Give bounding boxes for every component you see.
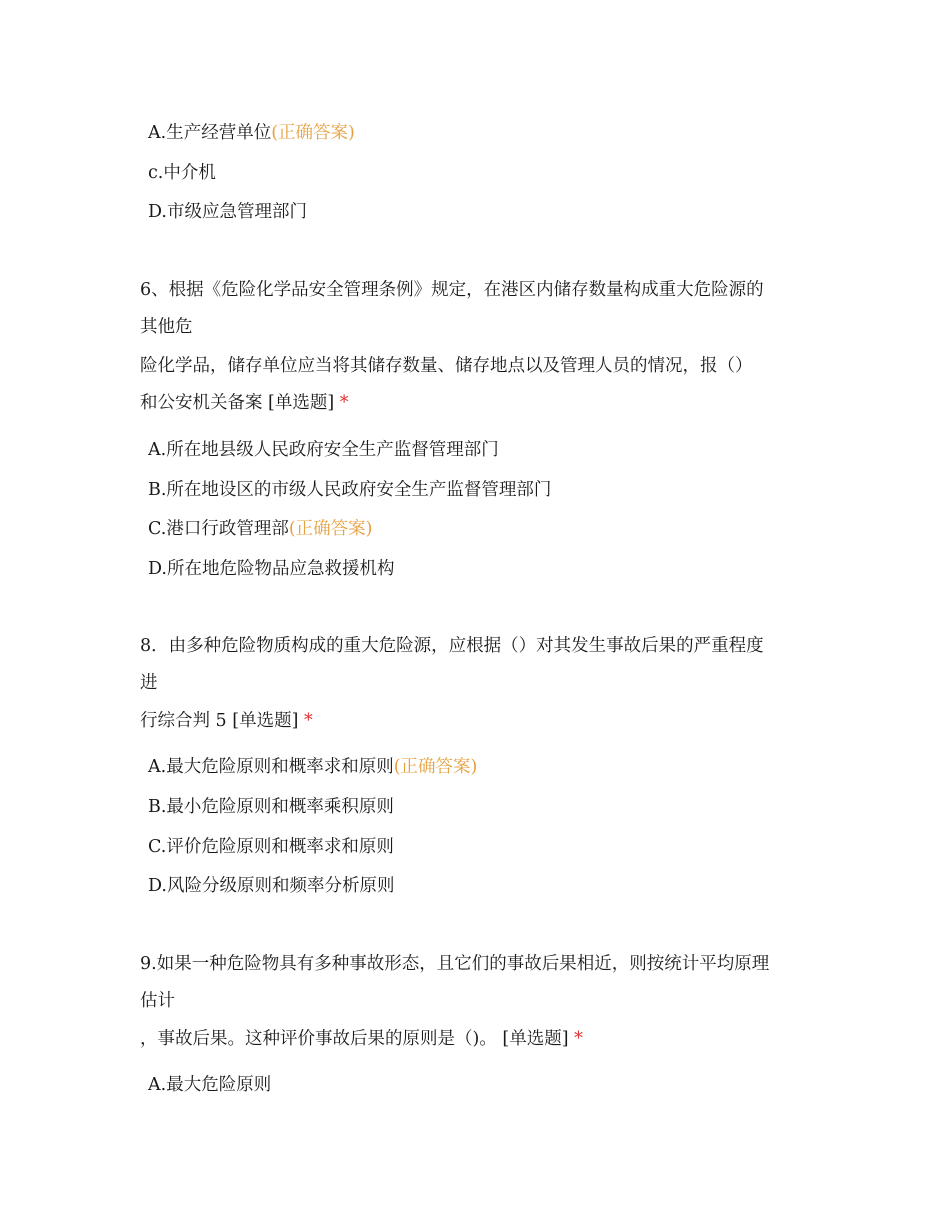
q8-text-line-2: 进 bbox=[140, 673, 158, 693]
correct-answer-tag: (正确答案) bbox=[271, 123, 355, 143]
correct-answer-tag: (正确答案) bbox=[288, 519, 373, 539]
required-marker: * bbox=[339, 393, 349, 413]
q6-option-b[interactable] bbox=[148, 478, 551, 502]
correct-answer-tag: (正确答案) bbox=[393, 757, 478, 777]
q6-text-line-2: 其他危 bbox=[140, 317, 193, 337]
required-marker: * bbox=[574, 1029, 583, 1049]
q9-text-line-3 bbox=[140, 1027, 583, 1051]
option-text: B.所在地设区的市级人民政府安全生产监督管理部门 bbox=[148, 480, 552, 500]
q9-option-a[interactable] bbox=[148, 1073, 271, 1097]
q6-text-line-4 bbox=[140, 391, 349, 415]
q8-option-b[interactable] bbox=[148, 795, 394, 819]
q9-text-line-1: 9.如果一种危险物具有多种事故形态，且它们的事故后果相近，则按统计平均原理 bbox=[140, 954, 770, 974]
q6-text-line-1: 6、根据《危险化学品安全管理条例》规定，在港区内储存数量构成重大危险源的 bbox=[140, 280, 764, 300]
option-text: A.最大危险原则和概率求和原则 bbox=[148, 757, 394, 777]
q8-option-d[interactable] bbox=[148, 874, 394, 898]
option-text: A.生产经营单位 bbox=[148, 123, 272, 143]
question-text: 和公安机关备案 [单选题] bbox=[140, 393, 335, 413]
q8-text-line-1: 8．由多种危险物质构成的重大危险源，应根据（）对其发生事故后果的严重程度 bbox=[140, 636, 764, 656]
option-text: B.最小危险原则和概率乘积原则 bbox=[148, 797, 394, 817]
q6-option-a[interactable] bbox=[148, 438, 499, 462]
required-marker: * bbox=[304, 711, 313, 731]
q8-option-a[interactable] bbox=[148, 755, 477, 779]
q6-option-c[interactable] bbox=[148, 517, 373, 541]
option-text: D.市级应急管理部门 bbox=[148, 202, 307, 222]
option-text: C.评价危险原则和概率求和原则 bbox=[148, 837, 394, 857]
option-text: D.风险分级原则和频率分析原则 bbox=[148, 876, 395, 896]
option-text: c.中介机 bbox=[148, 163, 216, 183]
q6-text-line-3: 险化学品，储存单位应当将其储存数量、储存地点以及管理人员的情况，报（） bbox=[140, 356, 753, 376]
option-text: D.所在地危险物品应急救援机构 bbox=[148, 559, 395, 579]
q6-option-d[interactable] bbox=[148, 557, 394, 581]
q8-option-c[interactable] bbox=[148, 835, 394, 859]
option-text: C.港口行政管理部 bbox=[148, 519, 289, 539]
q5-option-d[interactable] bbox=[148, 200, 307, 224]
q5-option-c[interactable] bbox=[148, 161, 216, 185]
q8-text-line-3 bbox=[140, 709, 313, 733]
question-text: 行综合判 5 [单选题] bbox=[140, 711, 299, 731]
option-text: A.最大危险原则 bbox=[148, 1075, 272, 1095]
question-text: ，事故后果。这种评价事故后果的原则是（)。 [单选题] bbox=[140, 1029, 569, 1049]
option-text: A.所在地县级人民政府安全生产监督管理部门 bbox=[148, 440, 499, 460]
q9-text-line-2: 估计 bbox=[140, 991, 175, 1011]
q5-option-a[interactable] bbox=[148, 121, 355, 145]
